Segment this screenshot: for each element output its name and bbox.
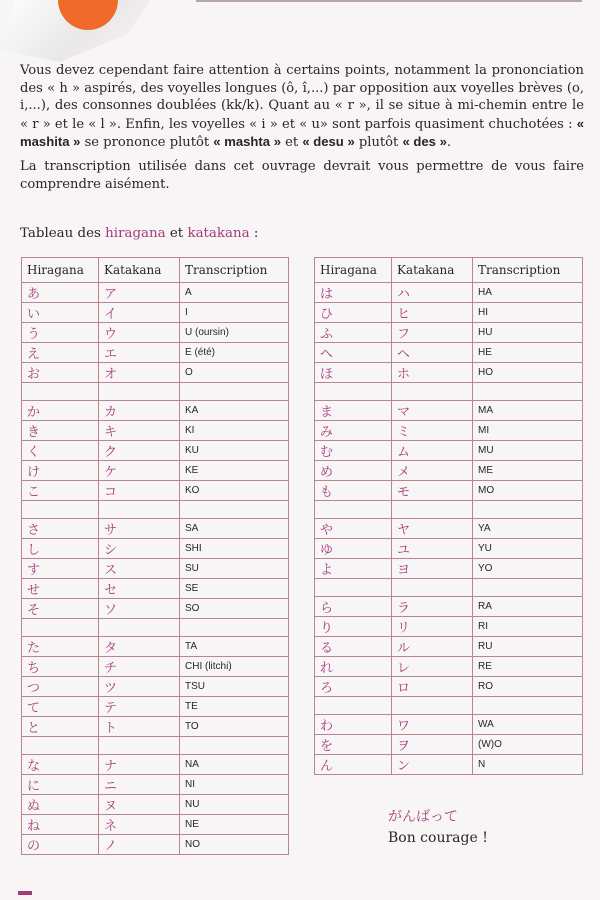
hiragana-cell: ろ: [315, 677, 392, 697]
transcription-cell: [180, 383, 289, 401]
table-row: [315, 441, 583, 461]
katakana-cell: ヘ: [392, 343, 473, 363]
encouragement-french: Bon courage !: [388, 830, 488, 846]
table-row: [22, 599, 289, 619]
header-katakana: Katakana: [99, 258, 180, 283]
hiragana-cell: な: [22, 755, 99, 775]
transcription-cell: RE: [473, 657, 583, 677]
hiragana-cell: あ: [22, 283, 99, 303]
transcription-cell: E (été): [180, 343, 289, 363]
hiragana-cell: [315, 579, 392, 597]
hiragana-cell: む: [315, 441, 392, 461]
transcription-cell: KE: [180, 461, 289, 481]
table-row: [22, 401, 289, 421]
katakana-cell: タ: [99, 637, 180, 657]
hiragana-cell: く: [22, 441, 99, 461]
intro-p1-text-2: se prononce plutôt: [80, 135, 214, 151]
table-spacer-row: [315, 697, 583, 715]
table-row: [315, 715, 583, 735]
table-row: [315, 303, 583, 323]
intro-text: [20, 62, 584, 199]
katakana-cell: ヌ: [99, 795, 180, 815]
table-header-row: [315, 258, 583, 283]
transcription-cell: TA: [180, 637, 289, 657]
table-row: [22, 579, 289, 599]
hiragana-cell: せ: [22, 579, 99, 599]
intro-paragraph-2: La transcription utilisée dans cet ouvrage devrait vous permettre de vous faire comprendre aisément.: [20, 158, 584, 192]
katakana-cell: ロ: [392, 677, 473, 697]
katakana-cell: ク: [99, 441, 180, 461]
hiragana-cell: お: [22, 363, 99, 383]
transcription-cell: [473, 697, 583, 715]
table-row: [22, 755, 289, 775]
hiragana-cell: つ: [22, 677, 99, 697]
katakana-cell: ウ: [99, 323, 180, 343]
table-row: [315, 343, 583, 363]
table-spacer-row: [22, 619, 289, 637]
table-spacer-row: [22, 737, 289, 755]
hiragana-cell: ほ: [315, 363, 392, 383]
table-row: [22, 775, 289, 795]
hiragana-cell: に: [22, 775, 99, 795]
hiragana-cell: ぬ: [22, 795, 99, 815]
table-row: [22, 835, 289, 855]
intro-p1-text-4: plutôt: [354, 135, 403, 151]
hiragana-cell: [315, 697, 392, 715]
transcription-cell: TSU: [180, 677, 289, 697]
katakana-cell: チ: [99, 657, 180, 677]
table-row: [315, 323, 583, 343]
transcription-cell: A: [180, 283, 289, 303]
table-intro: [20, 226, 258, 241]
transcription-cell: O: [180, 363, 289, 383]
header-katakana: Katakana: [392, 258, 473, 283]
katakana-cell: ハ: [392, 283, 473, 303]
table-intro-hiragana: hiragana: [105, 226, 166, 241]
hiragana-cell: め: [315, 461, 392, 481]
transcription-cell: TO: [180, 717, 289, 737]
transcription-cell: NU: [180, 795, 289, 815]
transcription-cell: CHI (litchi): [180, 657, 289, 677]
transcription-cell: HE: [473, 343, 583, 363]
hiragana-cell: か: [22, 401, 99, 421]
katakana-cell: ユ: [392, 539, 473, 559]
transcription-cell: NE: [180, 815, 289, 835]
katakana-cell: コ: [99, 481, 180, 501]
hiragana-cell: う: [22, 323, 99, 343]
katakana-cell: [392, 697, 473, 715]
hiragana-cell: ふ: [315, 323, 392, 343]
hiragana-cell: よ: [315, 559, 392, 579]
hiragana-cell: そ: [22, 599, 99, 619]
header-rule: [196, 0, 582, 2]
katakana-cell: ケ: [99, 461, 180, 481]
table-row: [315, 363, 583, 383]
transcription-cell: NI: [180, 775, 289, 795]
katakana-cell: ニ: [99, 775, 180, 795]
hiragana-cell: れ: [315, 657, 392, 677]
transcription-cell: NA: [180, 755, 289, 775]
transcription-cell: [473, 383, 583, 401]
hiragana-cell: り: [315, 617, 392, 637]
table-row: [315, 283, 583, 303]
transcription-cell: MI: [473, 421, 583, 441]
table-row: [22, 539, 289, 559]
transcription-cell: [180, 737, 289, 755]
katakana-cell: シ: [99, 539, 180, 559]
hiragana-cell: ね: [22, 815, 99, 835]
table-spacer-row: [315, 579, 583, 597]
table-row: [315, 735, 583, 755]
table-row: [22, 343, 289, 363]
table-row: [315, 677, 583, 697]
katakana-cell: ツ: [99, 677, 180, 697]
transcription-cell: HO: [473, 363, 583, 383]
transcription-cell: NO: [180, 835, 289, 855]
transcription-cell: N: [473, 755, 583, 775]
hiragana-cell: は: [315, 283, 392, 303]
transcription-cell: SHI: [180, 539, 289, 559]
transcription-cell: HU: [473, 323, 583, 343]
katakana-cell: ヤ: [392, 519, 473, 539]
table-row: [22, 363, 289, 383]
katakana-cell: モ: [392, 481, 473, 501]
katakana-cell: カ: [99, 401, 180, 421]
table-row: [22, 303, 289, 323]
katakana-cell: ラ: [392, 597, 473, 617]
katakana-cell: ノ: [99, 835, 180, 855]
hiragana-cell: ひ: [315, 303, 392, 323]
hiragana-cell: と: [22, 717, 99, 737]
katakana-cell: [99, 619, 180, 637]
hiragana-cell: [22, 619, 99, 637]
table-row: [315, 481, 583, 501]
hiragana-cell: を: [315, 735, 392, 755]
transcription-cell: HI: [473, 303, 583, 323]
hiragana-cell: ら: [315, 597, 392, 617]
table-intro-katakana: katakana: [187, 226, 250, 241]
hiragana-cell: [22, 737, 99, 755]
katakana-cell: サ: [99, 519, 180, 539]
table-row: [22, 637, 289, 657]
table-row: [315, 755, 583, 775]
intro-p1-text-5: .: [446, 135, 452, 151]
katakana-cell: ト: [99, 717, 180, 737]
hiragana-cell: け: [22, 461, 99, 481]
header-transcription: Transcription: [473, 258, 583, 283]
katakana-cell: ヒ: [392, 303, 473, 323]
transcription-cell: [473, 501, 583, 519]
header-transcription: Transcription: [180, 258, 289, 283]
hiragana-cell: も: [315, 481, 392, 501]
table-row: [315, 637, 583, 657]
transcription-cell: RO: [473, 677, 583, 697]
transcription-cell: I: [180, 303, 289, 323]
transcription-cell: U (oursin): [180, 323, 289, 343]
katakana-cell: ネ: [99, 815, 180, 835]
hiragana-cell: た: [22, 637, 99, 657]
hiragana-cell: ち: [22, 657, 99, 677]
table-row: [22, 559, 289, 579]
katakana-cell: [392, 501, 473, 519]
table-intro-middle: et: [165, 226, 188, 241]
hiragana-cell: き: [22, 421, 99, 441]
example-mashita: « mashita »: [20, 115, 584, 150]
table-row: [22, 519, 289, 539]
transcription-cell: RU: [473, 637, 583, 657]
transcription-cell: RA: [473, 597, 583, 617]
table-spacer-row: [315, 383, 583, 401]
transcription-cell: KA: [180, 401, 289, 421]
katakana-cell: [392, 383, 473, 401]
example-des: « des »: [402, 134, 447, 150]
hiragana-cell: し: [22, 539, 99, 559]
table-row: [22, 717, 289, 737]
transcription-cell: [180, 501, 289, 519]
katakana-cell: ン: [392, 755, 473, 775]
katakana-cell: キ: [99, 421, 180, 441]
hiragana-cell: わ: [315, 715, 392, 735]
table-row: [315, 401, 583, 421]
table-spacer-row: [22, 501, 289, 519]
katakana-cell: ス: [99, 559, 180, 579]
katakana-cell: エ: [99, 343, 180, 363]
katakana-cell: レ: [392, 657, 473, 677]
transcription-cell: ME: [473, 461, 583, 481]
example-desu: « desu »: [302, 134, 355, 150]
hiragana-cell: え: [22, 343, 99, 363]
transcription-cell: WA: [473, 715, 583, 735]
transcription-cell: RI: [473, 617, 583, 637]
example-mashta: « mashta »: [213, 134, 281, 150]
table-row: [22, 283, 289, 303]
transcription-cell: YA: [473, 519, 583, 539]
hiragana-cell: [22, 383, 99, 401]
katakana-cell: [99, 501, 180, 519]
transcription-cell: MU: [473, 441, 583, 461]
katakana-cell: [99, 383, 180, 401]
hiragana-cell: す: [22, 559, 99, 579]
hiragana-cell: ま: [315, 401, 392, 421]
kana-table-right: [314, 257, 583, 775]
katakana-cell: ワ: [392, 715, 473, 735]
table-row: [315, 597, 583, 617]
katakana-cell: オ: [99, 363, 180, 383]
hiragana-cell: い: [22, 303, 99, 323]
katakana-cell: ル: [392, 637, 473, 657]
transcription-cell: (W)O: [473, 735, 583, 755]
hiragana-cell: こ: [22, 481, 99, 501]
table-row: [22, 795, 289, 815]
encouragement: [388, 806, 488, 846]
table-row: [22, 421, 289, 441]
intro-paragraph-1: [20, 62, 584, 152]
table-row: [315, 519, 583, 539]
intro-p1-text-1: Vous devez cependant faire attention à certains points, notamment la prononciation des « h » aspirés, des voyelles longues (ô, î,...) par opposition aux voyelles brèves (o, i,...), des consonnes doublées (kk/k). Quant au « r », il se situe à mi-chemin entre le « r » et le « l ». Enfin, les voyelles « i » et « u» sont parfois quasiment chuchotées :: [20, 63, 584, 132]
hiragana-cell: ん: [315, 755, 392, 775]
transcription-cell: [473, 579, 583, 597]
transcription-cell: YU: [473, 539, 583, 559]
katakana-cell: マ: [392, 401, 473, 421]
table-intro-suffix: :: [249, 226, 259, 241]
katakana-cell: ヲ: [392, 735, 473, 755]
transcription-cell: SO: [180, 599, 289, 619]
table-row: [22, 461, 289, 481]
transcription-cell: KO: [180, 481, 289, 501]
table-row: [22, 677, 289, 697]
katakana-cell: イ: [99, 303, 180, 323]
table-row: [315, 657, 583, 677]
katakana-cell: セ: [99, 579, 180, 599]
encouragement-japanese: がんばって: [388, 809, 458, 825]
hiragana-cell: や: [315, 519, 392, 539]
transcription-cell: YO: [473, 559, 583, 579]
hiragana-cell: て: [22, 697, 99, 717]
katakana-cell: メ: [392, 461, 473, 481]
transcription-cell: MA: [473, 401, 583, 421]
hiragana-cell: み: [315, 421, 392, 441]
table-row: [315, 539, 583, 559]
katakana-cell: ヨ: [392, 559, 473, 579]
table-row: [22, 815, 289, 835]
hiragana-cell: の: [22, 835, 99, 855]
table-row: [22, 481, 289, 501]
transcription-cell: [180, 619, 289, 637]
katakana-cell: フ: [392, 323, 473, 343]
table-row: [22, 697, 289, 717]
kana-table-left: [21, 257, 289, 855]
transcription-cell: KU: [180, 441, 289, 461]
katakana-cell: ナ: [99, 755, 180, 775]
hiragana-cell: [315, 501, 392, 519]
katakana-cell: [99, 737, 180, 755]
table-spacer-row: [22, 383, 289, 401]
transcription-cell: MO: [473, 481, 583, 501]
hiragana-cell: へ: [315, 343, 392, 363]
katakana-cell: ム: [392, 441, 473, 461]
table-row: [315, 421, 583, 441]
hiragana-cell: ゆ: [315, 539, 392, 559]
table-row: [22, 323, 289, 343]
page-corner-mark: [18, 891, 32, 895]
transcription-cell: SU: [180, 559, 289, 579]
transcription-cell: KI: [180, 421, 289, 441]
katakana-cell: ア: [99, 283, 180, 303]
table-row: [22, 657, 289, 677]
table-row: [22, 441, 289, 461]
transcription-cell: TE: [180, 697, 289, 717]
katakana-cell: [392, 579, 473, 597]
katakana-cell: ホ: [392, 363, 473, 383]
table-intro-prefix: Tableau des: [20, 226, 106, 241]
katakana-cell: ミ: [392, 421, 473, 441]
katakana-cell: テ: [99, 697, 180, 717]
header-hiragana: Hiragana: [315, 258, 392, 283]
transcription-cell: SA: [180, 519, 289, 539]
transcription-cell: HA: [473, 283, 583, 303]
hiragana-cell: さ: [22, 519, 99, 539]
hiragana-cell: [315, 383, 392, 401]
katakana-cell: リ: [392, 617, 473, 637]
table-row: [315, 617, 583, 637]
table-header-row: [22, 258, 289, 283]
transcription-cell: SE: [180, 579, 289, 599]
hiragana-cell: [22, 501, 99, 519]
hiragana-cell: る: [315, 637, 392, 657]
katakana-cell: ソ: [99, 599, 180, 619]
header-hiragana: Hiragana: [22, 258, 99, 283]
table-row: [315, 461, 583, 481]
table-spacer-row: [315, 501, 583, 519]
intro-p1-text-3: et: [280, 135, 303, 151]
table-row: [315, 559, 583, 579]
